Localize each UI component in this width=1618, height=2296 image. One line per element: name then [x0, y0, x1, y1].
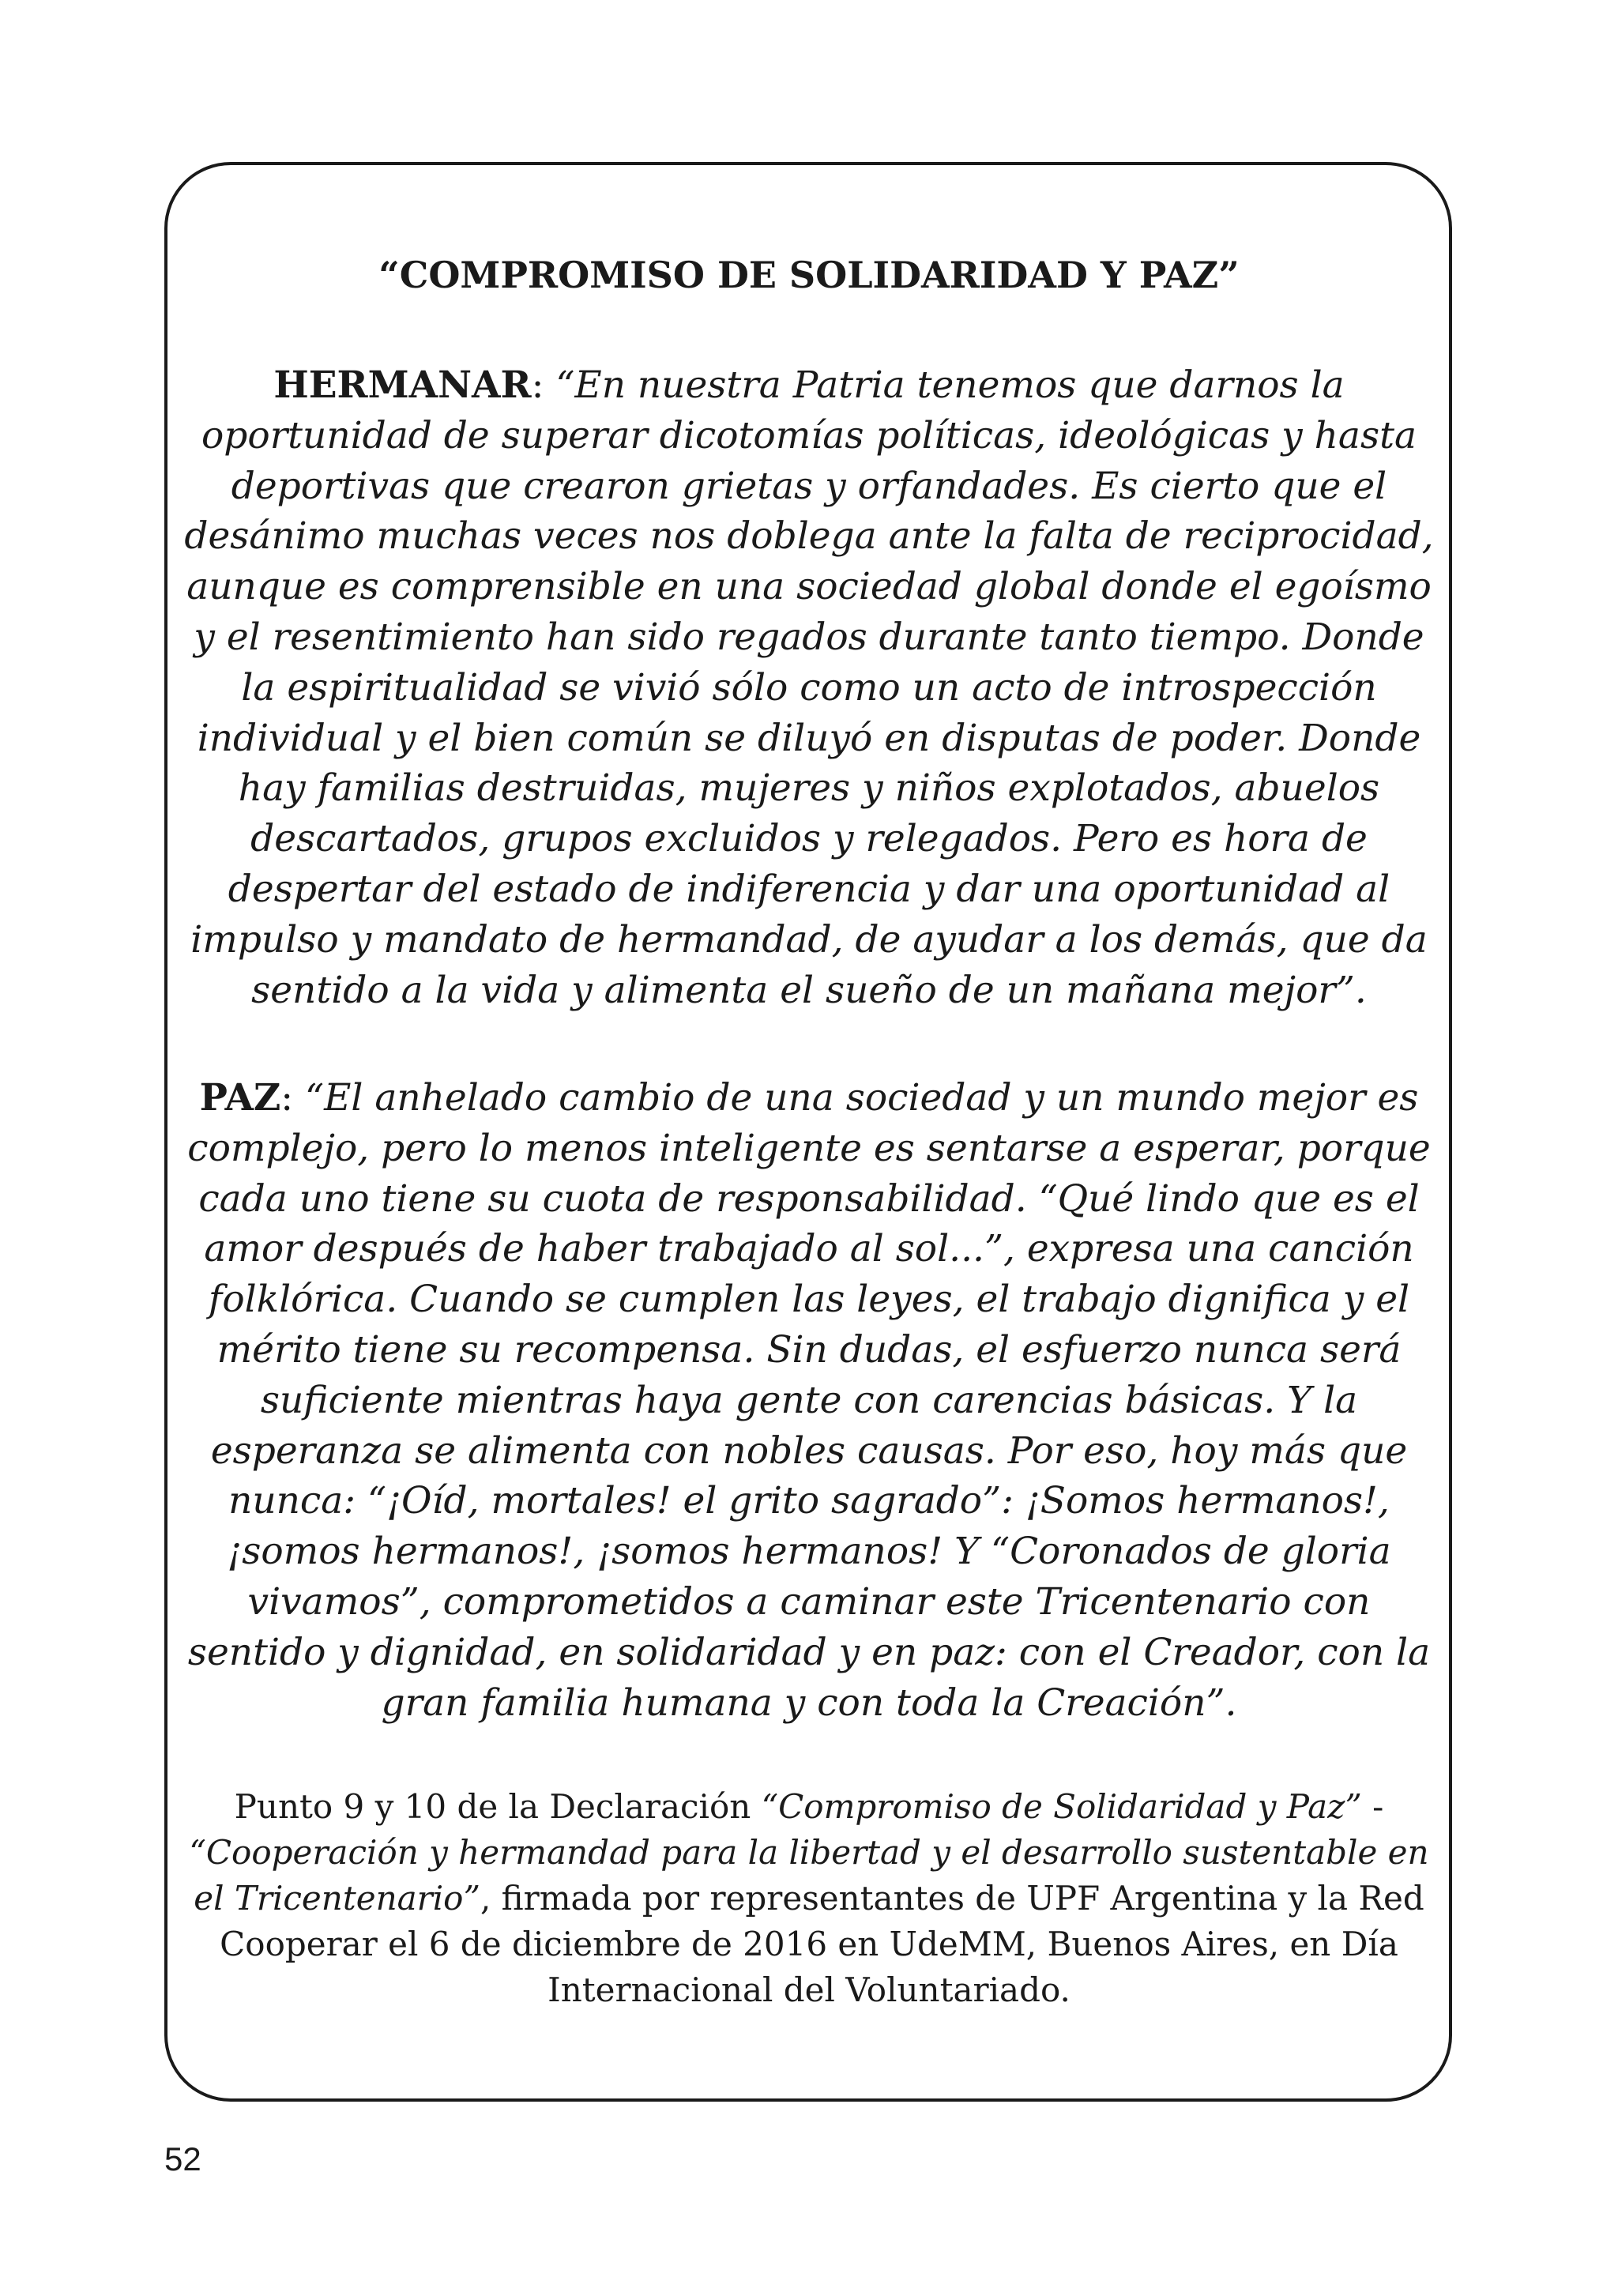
page-number: 52: [164, 2140, 201, 2177]
paz-colon: :: [280, 1076, 306, 1120]
paz-label: PAZ: [199, 1076, 281, 1120]
hermanar-paragraph: [175, 360, 1443, 1015]
source-dash: -: [1361, 1787, 1384, 1826]
source-prefix: Punto 9 y 10 de la Declaración: [234, 1787, 762, 1826]
hermanar-text: “En nuestra Patria tenemos que darnos la oportunidad de superar dicotomías políticas, ideológicas y hasta deportivas que crearon grietas y orfandades. Es cierto que el desánimo muchas veces nos doblega ante la falta de reciprocidad, aunque es comprensible en una sociedad global donde el egoísmo y el resentimiento han sido regados durante tanto tiempo. Donde la espiritualidad se vivió sólo como un acto de introspección individual y el bien común se diluyó en disputas de poder. Donde hay familias destruidas, mujeres y niños explotados, abuelos descartados, grupos excluidos y relegados. Pero es hora de despertar del estado de indiferencia y dar una oportunidad al impulso y mandato de hermandad, de ayudar a los demás, que da sentido a la vida y alimenta el sueño de un mañana mejor”.: [184, 363, 1434, 1012]
paz-paragraph: [175, 1073, 1443, 1728]
paz-text: “El anhelado cambio de una sociedad y un mundo mejor es complejo, pero lo menos inteligente es sentarse a esperar, porque cada uno tiene su cuota de responsabilidad. “Qué lindo que es el amor después de haber trabajado al sol...”, expresa una canción folklórica. Cuando se cumplen las leyes, el trabajo dignifica y el mérito tiene su recompensa. Sin dudas, el esfuerzo nunca será suficiente mientras haya gente con carencias básicas. Y la esperanza se alimenta con nobles causas. Por eso, hoy más que nunca: “¡Oíd, mortales! el grito sagrado”: ¡Somos hermanos!, ¡somos hermanos!, ¡somos hermanos! Y “Coronados de gloria vivamos”, comprometidos a caminar este Tricentenario con sentido y dignidad, en solidaridad y en paz: con el Creador, con la gran familia humana y con toda la Creación”.: [187, 1076, 1431, 1725]
source-citation: [175, 1784, 1443, 2013]
source-declaration-title: “Compromiso de Solidaridad y Paz”: [761, 1787, 1362, 1826]
source-subtitle: “Cooperación y hermandad para la libertad y el desarrollo sustentable en el Tricentenario”: [189, 1833, 1429, 1918]
hermanar-label: HERMANAR: [273, 363, 532, 407]
source-suffix: , firmada por representantes de UPF Argentina y la Red Cooperar el 6 de diciembre de 2016 en UdeMM, Buenos Aires, en Día Internacional del Voluntariado.: [220, 1879, 1424, 2009]
document-title: “COMPROMISO DE SOLIDARIDAD Y PAZ”: [378, 254, 1240, 296]
hermanar-colon: :: [531, 363, 556, 407]
